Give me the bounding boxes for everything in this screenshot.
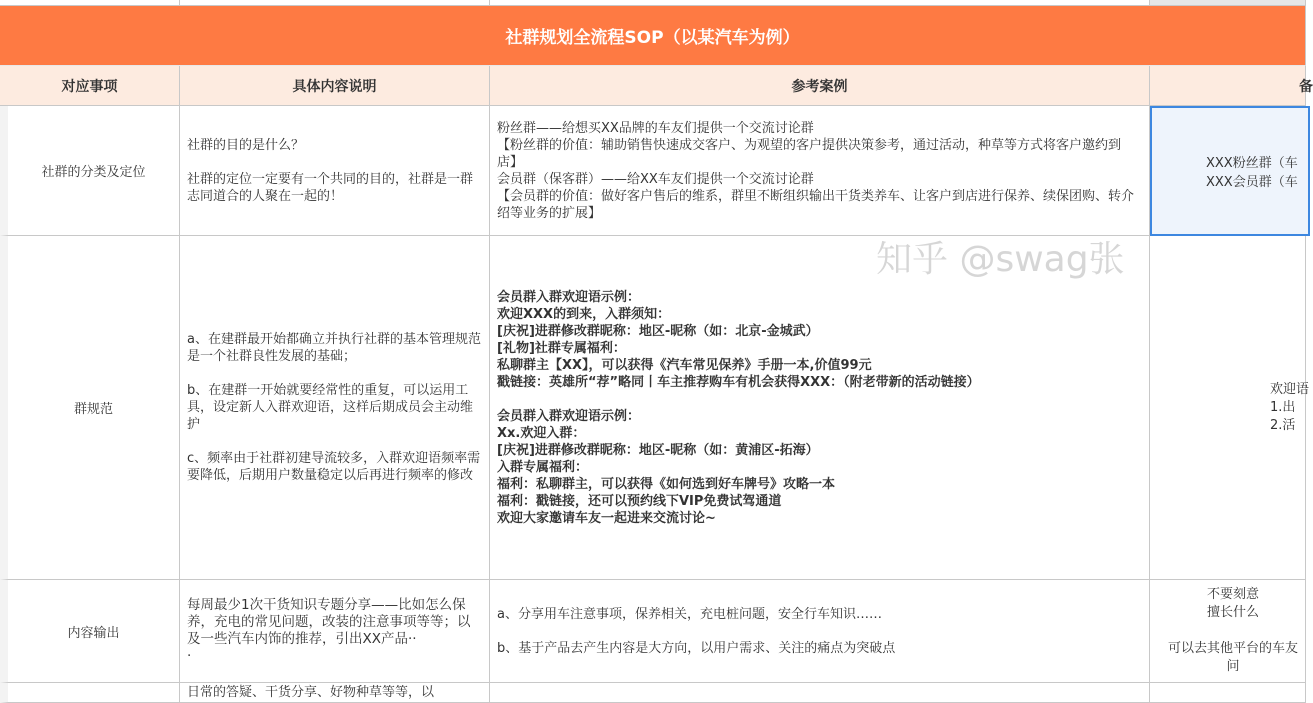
table-cell-case[interactable] xyxy=(490,106,1150,236)
table-cell-case[interactable] xyxy=(490,236,1150,580)
table-cell-desc[interactable] xyxy=(180,106,490,236)
table-cell-note[interactable] xyxy=(1150,236,1310,580)
cell-text: XXX粉丝群（车 XXX会员群（车 xyxy=(1206,156,1298,190)
cell-text: 会员群入群欢迎语示例： 欢迎XXX的到来，入群须知： [庆祝]进群修改群昵称：地区-昵称（如：北京-金城武） [礼物]社群专属福利： 私聊群主【XX】，可以获得《汽车常见保养》手册一本,价值99元 戳链接：英雄所“荐”略同丨车主推荐购车有机会获得XXX：（附老带新的活动链接） 会员群入群欢迎语示例： Xx.欢迎入群： [庆祝]进群修改群昵称：地区-昵称（如：黄浦区-拓海） 入群专属福利： 福利：私聊群主，可以获得《如何选到好车牌号》攻略一本 福利：戳链接，还可以预约线下VIP免费试驾通道 欢迎大家邀请车友一起进来交流讨论~ xyxy=(497,289,980,526)
table-cell-desc[interactable] xyxy=(180,236,490,580)
header-note[interactable] xyxy=(1150,66,1313,106)
cell-text: 粉丝群——给想买XX品牌的车友们提供一个交流讨论群 【粉丝群的价值：辅助销售快速成交客户、为观望的客户提供决策参考，通过活动，种草等方式将客户邀约到店】 会员群（保客群）——给XX车友们提供一个交流讨论群 【会员群的价值：做好客户售后的维系，群里不断组织输出干货类养车、让客户到店进行保养、续保团购、转介绍等业务的扩展】 xyxy=(497,120,1135,221)
table-cell-item[interactable] xyxy=(0,236,180,580)
table-cell-item[interactable] xyxy=(0,580,180,683)
sheet-title[interactable]: 社群规划全流程SOP（以某汽车为例） xyxy=(0,6,1306,66)
cell-text: 欢迎语 1.出 2.活 xyxy=(1270,381,1310,433)
table-cell-note[interactable] xyxy=(1150,580,1306,683)
cell-text: 群规范 xyxy=(73,402,113,417)
cell-text: 社群的分类及定位 xyxy=(41,165,146,180)
header-case[interactable]: 参考案例 xyxy=(490,66,1150,106)
watermark: 知乎 @swag张 xyxy=(876,239,1125,280)
cell-text: 不要刻意 擅长什么 可以去其他平台的车友 问 xyxy=(1168,587,1299,674)
cell-text: a、在建群最开始都确立并执行社群的基本管理规范是一个社群良性发展的基础； b、在建群一开始就要经常性的重复，可以运用工具，设定新人入群欢迎语，这样后期成员会主动维护 c、频率由于社群初建导流较多，入群欢迎语频率需要降低，后期用户数量稳定以后再进行频率的修改 xyxy=(187,332,481,483)
cell-text: 每周最少1次干货知识专题分享——比如怎么保养，充电的常见问题，改装的注意事项等等；以及一些汽车内饰的推荐，引出XX产品·· · xyxy=(187,597,471,664)
table-cell-item[interactable] xyxy=(0,683,180,703)
table-cell-desc[interactable] xyxy=(180,580,490,683)
table-cell-item[interactable] xyxy=(0,106,180,236)
header-note-label: 备 xyxy=(1299,78,1313,95)
table-cell-note[interactable] xyxy=(1150,683,1306,703)
header-description[interactable]: 具体内容说明 xyxy=(180,66,490,106)
cell-text: 社群的目的是什么？ 社群的定位一定要有一个共同的目的，社群是一群志同道合的人聚在一起的！ xyxy=(187,137,474,204)
header-item[interactable]: 对应事项 xyxy=(0,66,180,106)
cell-text: 内容输出 xyxy=(67,625,120,641)
cell-text: a、分享用车注意事项，保养相关，充电桩问题，安全行车知识…… b、基于产品去产生内容是大方向，以用户需求、关注的痛点为突破点 xyxy=(497,606,896,656)
table-cell-case[interactable] xyxy=(490,683,1150,703)
table-cell-case[interactable] xyxy=(490,580,1150,683)
table-cell-desc[interactable] xyxy=(180,683,490,703)
cell-text: 日常的答疑、干货分享、好物种草等等，以 xyxy=(187,685,435,700)
table-cell-note-selected[interactable] xyxy=(1150,106,1310,236)
